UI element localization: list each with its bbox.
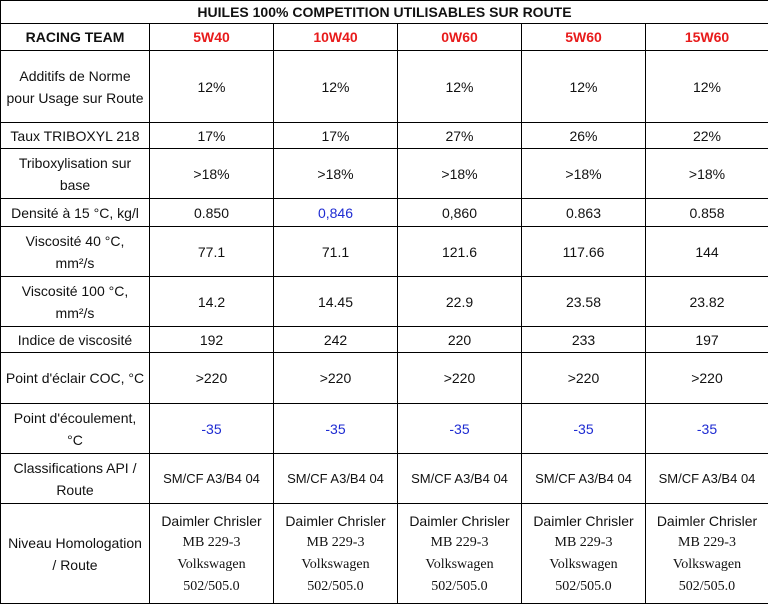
grade-header-5w40: 5W40 [150, 24, 274, 51]
table-cell: SM/CF A3/B4 04 [150, 454, 274, 504]
table-cell: 17% [274, 123, 398, 149]
table-cell: 77.1 [150, 227, 274, 277]
row-label: Triboxylisation sur base [1, 149, 150, 199]
table-row [1, 353, 768, 404]
table-cell: 12% [150, 51, 274, 123]
table-cell: 12% [522, 51, 646, 123]
table-cell: 0.863 [522, 199, 646, 227]
homologation-line: 502/505.0 [526, 576, 641, 598]
table-cell: 144 [646, 227, 768, 277]
homologation-line: MB 229-3 [278, 532, 393, 554]
table-cell: 22% [646, 123, 768, 149]
homologation-line: 502/505.0 [154, 576, 269, 598]
row-label: Classifications API / Route [1, 454, 150, 504]
row-label: Viscosité 100 °C, mm²/s [1, 277, 150, 327]
homologation-line: MB 229-3 [526, 532, 641, 554]
table-cell: >18% [274, 149, 398, 199]
homologation-line: Daimler Chrisler [278, 510, 393, 532]
table-cell: >18% [398, 149, 522, 199]
homologation-line: MB 229-3 [650, 532, 764, 554]
table-row [1, 199, 768, 227]
row-label: Additifs de Norme pour Usage sur Route [1, 51, 150, 123]
table-row [1, 277, 768, 327]
table-cell: 12% [646, 51, 768, 123]
homologation-line: Daimler Chrisler [526, 510, 641, 532]
row-label: Niveau Homologation / Route [1, 504, 150, 604]
table-cell: 220 [398, 327, 522, 353]
table-row [1, 51, 768, 123]
table-row [1, 149, 768, 199]
table-cell: >220 [522, 353, 646, 404]
row-label: Indice de viscosité [1, 327, 150, 353]
row-label: Point d'éclair COC, °C [1, 353, 150, 404]
table-cell: 23.58 [522, 277, 646, 327]
grade-header-5w60: 5W60 [522, 24, 646, 51]
table-cell: 0,860 [398, 199, 522, 227]
table-cell: 0.850 [150, 199, 274, 227]
grade-header-0w60: 0W60 [398, 24, 522, 51]
homologation-cell [398, 504, 522, 604]
table-cell: 233 [522, 327, 646, 353]
table-cell: >220 [646, 353, 768, 404]
homologation-line: Volkswagen [278, 554, 393, 576]
header-row [1, 24, 768, 51]
homologation-line: MB 229-3 [402, 532, 517, 554]
homologation-line: Daimler Chrisler [402, 510, 517, 532]
homologation-line: Daimler Chrisler [650, 510, 764, 532]
table-cell: 192 [150, 327, 274, 353]
table-cell: >220 [398, 353, 522, 404]
homologation-line: 502/505.0 [402, 576, 517, 598]
table-cell: 12% [398, 51, 522, 123]
table-cell: 117.66 [522, 227, 646, 277]
header-label: RACING TEAM [1, 24, 150, 51]
table-cell: 242 [274, 327, 398, 353]
homologation-line: Volkswagen [402, 554, 517, 576]
table-cell: -35 [150, 404, 274, 454]
title-row [1, 1, 768, 24]
table-cell: 0.858 [646, 199, 768, 227]
table-cell: 23.82 [646, 277, 768, 327]
homologation-line: Volkswagen [650, 554, 764, 576]
homologation-line: Volkswagen [526, 554, 641, 576]
table-row [1, 454, 768, 504]
table-cell: 12% [274, 51, 398, 123]
table-cell: -35 [646, 404, 768, 454]
row-label: Densité à 15 °C, kg/l [1, 199, 150, 227]
table-cell: >18% [522, 149, 646, 199]
table-cell: SM/CF A3/B4 04 [398, 454, 522, 504]
table-cell: 197 [646, 327, 768, 353]
homologation-line: MB 229-3 [154, 532, 269, 554]
table-cell: 121.6 [398, 227, 522, 277]
grade-header-10w40: 10W40 [274, 24, 398, 51]
row-label: Taux TRIBOXYL 218 [1, 123, 150, 149]
table-cell: -35 [274, 404, 398, 454]
homologation-cell [522, 504, 646, 604]
table-title: HUILES 100% COMPETITION UTILISABLES SUR ROUTE [1, 1, 768, 24]
homologation-cell [646, 504, 768, 604]
homologation-line: Volkswagen [154, 554, 269, 576]
row-label: Viscosité 40 °C, mm²/s [1, 227, 150, 277]
table-cell: -35 [398, 404, 522, 454]
table-cell: 26% [522, 123, 646, 149]
table-cell: >18% [646, 149, 768, 199]
homologation-line: Daimler Chrisler [154, 510, 269, 532]
table-cell: SM/CF A3/B4 04 [274, 454, 398, 504]
table-cell: 22.9 [398, 277, 522, 327]
homologation-cell [150, 504, 274, 604]
homologation-line: 502/505.0 [278, 576, 393, 598]
table-row [1, 327, 768, 353]
table-cell: SM/CF A3/B4 04 [646, 454, 768, 504]
table-cell: 0,846 [274, 199, 398, 227]
table-cell: SM/CF A3/B4 04 [522, 454, 646, 504]
grade-header-15w60: 15W60 [646, 24, 768, 51]
table-cell: >220 [274, 353, 398, 404]
table-cell: 14.45 [274, 277, 398, 327]
homologation-cell [274, 504, 398, 604]
table-cell: 27% [398, 123, 522, 149]
table-cell: -35 [522, 404, 646, 454]
table-cell: 17% [150, 123, 274, 149]
table-row [1, 227, 768, 277]
table-cell: 14.2 [150, 277, 274, 327]
homologation-line: 502/505.0 [650, 576, 764, 598]
table-row [1, 404, 768, 454]
table-cell: >18% [150, 149, 274, 199]
table-row [1, 123, 768, 149]
homologation-row [1, 504, 768, 604]
row-label: Point d'écoulement, °C [1, 404, 150, 454]
table-cell: 71.1 [274, 227, 398, 277]
table-cell: >220 [150, 353, 274, 404]
